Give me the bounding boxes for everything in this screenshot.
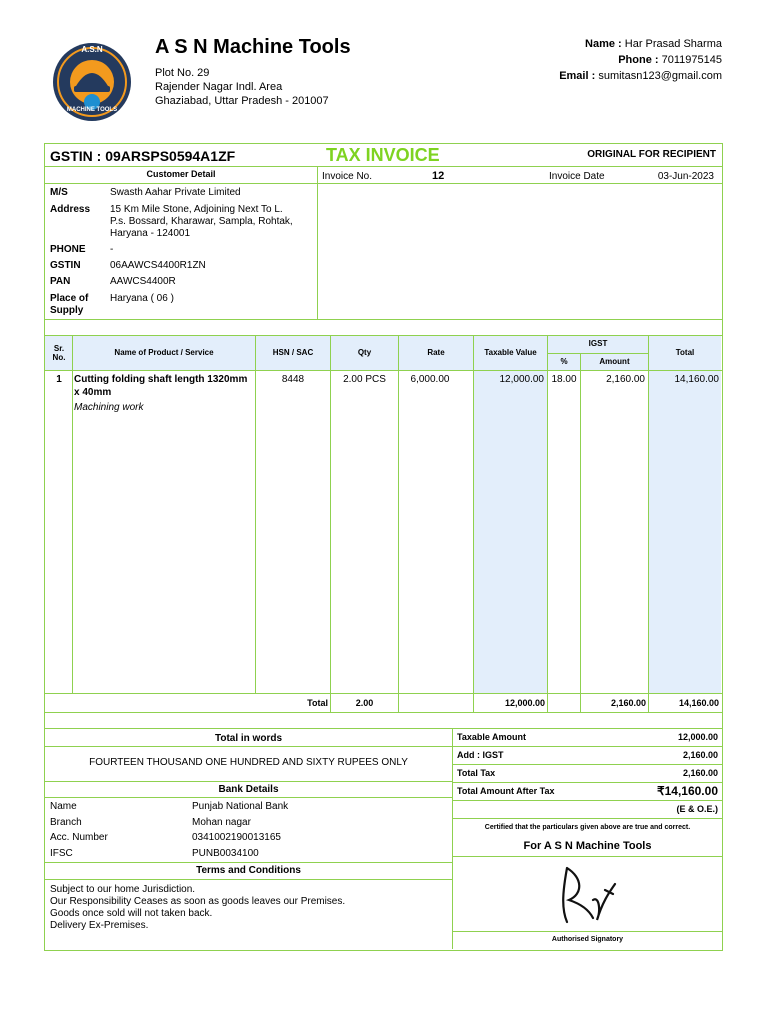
divider	[45, 693, 722, 694]
copy-label: ORIGINAL FOR RECIPIENT	[587, 149, 716, 160]
divider	[452, 800, 722, 801]
divider	[317, 166, 318, 319]
phone-value: -	[110, 244, 114, 255]
summary-igst-label: Add : IGST	[457, 750, 504, 760]
summary-tax-label: Total Tax	[457, 768, 496, 778]
divider	[45, 712, 722, 713]
row-sr: 1	[56, 374, 62, 385]
eoe-label: (E & O.E.)	[676, 804, 718, 814]
divider	[330, 335, 331, 712]
invoice-date-value: 03-Jun-2023	[657, 171, 714, 182]
row-description: Machining work	[74, 402, 144, 413]
totals-qty: 2.00	[355, 698, 374, 708]
divider	[473, 335, 474, 712]
terms-line-3: Goods once sold will not taken back.	[50, 908, 213, 919]
ms-label: M/S	[50, 187, 68, 198]
total-column-fill	[648, 336, 721, 693]
bank-acc-value: 0341002190013165	[192, 832, 281, 843]
divider	[548, 353, 648, 354]
divider	[452, 764, 722, 765]
totals-taxable: 12,000.00	[504, 698, 545, 708]
col-hsn: HSN / SAC	[272, 348, 314, 357]
gstin-header: GSTIN : 09ARSPS0594A1ZF	[50, 148, 236, 164]
totals-label: Total	[307, 698, 328, 708]
place-of-supply-value: Haryana ( 06 )	[110, 293, 174, 304]
col-rate: Rate	[427, 348, 445, 357]
company-name: A S N Machine Tools	[155, 36, 351, 58]
col-product: Name of Product / Service	[114, 348, 214, 357]
divider	[45, 746, 452, 747]
divider	[452, 856, 722, 857]
terms-line-2: Our Responsibility Ceases as soon as goods leaves our Premises.	[50, 896, 346, 907]
terms-line-4: Delivery Ex-Premises.	[50, 920, 149, 931]
summary-tax-value: 2,160.00	[682, 768, 718, 778]
divider	[72, 335, 73, 693]
divider	[45, 728, 722, 729]
col-igst-pct: %	[560, 357, 568, 366]
totals-igst-amount: 2,160.00	[610, 698, 646, 708]
bank-name-label: Name	[50, 801, 77, 812]
divider	[45, 183, 317, 184]
divider	[580, 353, 581, 712]
divider	[452, 746, 722, 747]
divider	[452, 931, 722, 932]
contact-email-label: Email :	[559, 70, 596, 82]
divider	[452, 818, 722, 819]
authorised-signatory: Authorised Signatory	[551, 936, 624, 943]
for-company-label: For A S N Machine Tools	[523, 840, 652, 852]
summary-after-tax-value: ₹14,160.00	[656, 784, 718, 798]
certified-text: Certified that the particulars given above are true and correct.	[484, 824, 691, 831]
bank-ifsc-label: IFSC	[50, 848, 73, 859]
row-rate: 6,000.00	[410, 374, 450, 385]
divider	[317, 183, 722, 184]
gstin-label: GSTIN	[50, 260, 81, 271]
bank-acc-label: Acc. Number	[50, 832, 108, 843]
invoice-title: TAX INVOICE	[326, 145, 440, 165]
divider	[547, 335, 548, 712]
words-heading: Total in words	[214, 733, 283, 744]
totals-total: 14,160.00	[678, 698, 719, 708]
ms-value: Swasth Aahar Private Limited	[110, 187, 241, 198]
place-of-supply-label-1: Place of	[50, 293, 89, 304]
contact-name: Har Prasad Sharma	[624, 38, 722, 50]
terms-heading: Terms and Conditions	[196, 865, 301, 876]
bank-ifsc-value: PUNB0034100	[192, 848, 259, 859]
invoice-no-label: Invoice No.	[322, 171, 373, 182]
divider	[398, 335, 399, 712]
contact-phone: 7011975145	[661, 54, 722, 66]
col-qty: Qty	[357, 348, 372, 357]
row-product-line-2: x 40mm	[74, 387, 112, 398]
divider	[45, 781, 452, 782]
row-qty: 2.00 PCS	[343, 374, 386, 385]
bank-heading: Bank Details	[218, 784, 279, 795]
contact-phone-label: Phone :	[618, 54, 659, 66]
summary-igst-value: 2,160.00	[682, 750, 718, 760]
divider	[45, 797, 452, 798]
words-value: FOURTEEN THOUSAND ONE HUNDRED AND SIXTY RUPEES ONLY	[89, 757, 408, 768]
terms-line-1: Subject to our home Jurisdiction.	[50, 884, 196, 895]
pan-value: AAWCS4400R	[110, 276, 176, 287]
divider	[45, 319, 722, 320]
divider	[255, 335, 256, 693]
divider	[452, 728, 453, 949]
col-taxable: Taxable Value	[484, 348, 537, 357]
place-of-supply-label-2: Supply	[50, 305, 84, 316]
row-igst-pct: 18.00	[551, 374, 577, 385]
company-address-line-2: Rajender Nagar Indl. Area	[155, 81, 283, 93]
invoice-date-label: Invoice Date	[549, 171, 605, 182]
invoice-no-value: 12	[432, 170, 445, 182]
address-label: Address	[50, 204, 91, 215]
divider	[648, 335, 649, 712]
taxable-column-fill	[473, 336, 547, 693]
address-line-3: Haryana - 124001	[110, 228, 191, 239]
contact-name-label: Name :	[585, 38, 622, 50]
row-hsn: 8448	[281, 374, 305, 385]
customer-heading: Customer Detail	[146, 169, 216, 179]
contact-email: sumitasn123@gmail.com	[598, 70, 722, 82]
pan-label: PAN	[50, 276, 71, 287]
logo-top-text: A.S.N	[81, 45, 103, 54]
summary-taxable-label: Taxable Amount	[457, 732, 527, 742]
address-line-1: 15 Km Mile Stone, Adjoining Next To L.	[110, 204, 283, 215]
summary-after-tax-label: Total Amount After Tax	[457, 786, 555, 796]
row-product-line-1: Cutting folding shaft length 1320mm	[74, 374, 248, 385]
summary-taxable-value: 12,000.00	[677, 732, 718, 742]
phone-label: PHONE	[50, 244, 86, 255]
row-igst-amount: 2,160.00	[606, 374, 645, 385]
bank-name-value: Punjab National Bank	[192, 801, 289, 812]
bank-branch-value: Mohan nagar	[192, 817, 251, 828]
row-total: 14,160.00	[674, 374, 719, 385]
col-sr: Sr. No.	[52, 344, 66, 362]
company-address-line-3: Ghaziabad, Uttar Pradesh - 201007	[155, 95, 329, 107]
col-igst-amount: Amount	[599, 357, 630, 366]
address-line-2: P.s. Bossard, Kharawar, Sampla, Rohtak,	[110, 216, 293, 227]
company-address-line-1: Plot No. 29	[155, 67, 210, 79]
divider	[45, 879, 452, 880]
bank-branch-label: Branch	[50, 817, 82, 828]
row-taxable: 12,000.00	[499, 374, 544, 385]
divider	[45, 166, 722, 167]
divider	[45, 862, 452, 863]
logo-bottom-text: MACHINE TOOLS	[66, 107, 118, 113]
col-igst: IGST	[588, 339, 608, 348]
gstin-value: 06AAWCS4400R1ZN	[110, 260, 206, 271]
contact-block	[559, 36, 722, 84]
divider	[452, 782, 722, 783]
col-total: Total	[675, 348, 695, 357]
signature-image	[553, 860, 623, 928]
divider	[45, 370, 722, 371]
